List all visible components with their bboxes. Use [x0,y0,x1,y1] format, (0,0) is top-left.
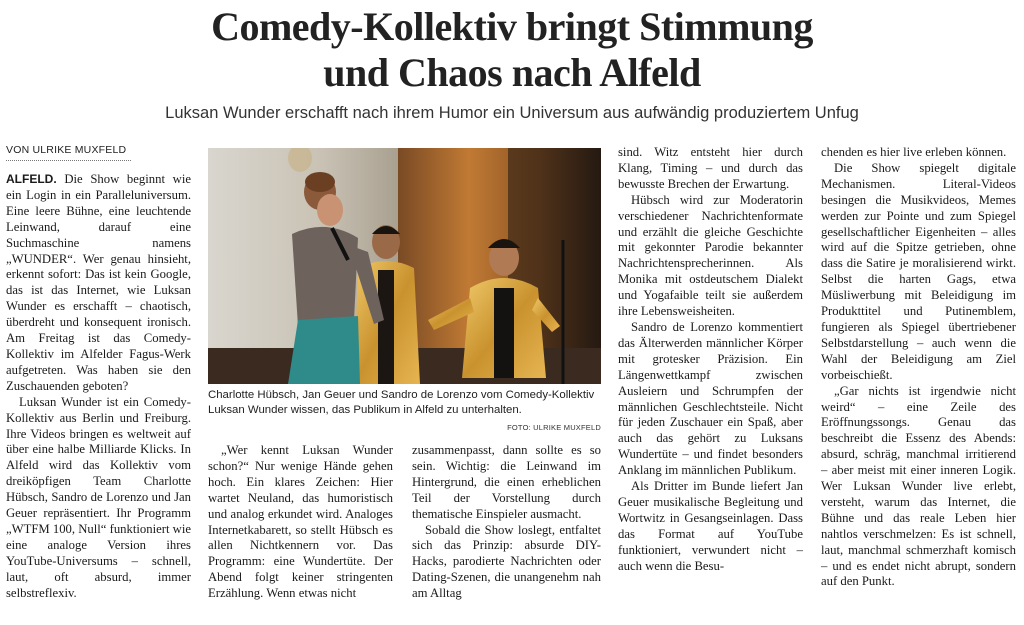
paragraph: Sandro de Lorenzo kommentiert das Älterwerden männlicher Körper mit grotesker Präzision. Ein Längenwettkampf zwischen Ausleiern und Schrumpfen der männlichen Geschlechtsteile. Nicht für jeden Zuschauer ein Spaß, aber auch das gehört zu Luksans Wundertüte – und findet besonders Anklang im männlichen Publikum. [618,319,803,478]
dateline: ALFELD. [6,172,57,186]
headline-line-2: und Chaos nach Alfeld [323,50,701,95]
byline: VON ULRIKE MUXFELD [6,144,131,161]
paragraph: „Wer kennt Luksan Wunder schon?“ Nur wenige Hände gehen hoch. Ein klares Zeichen: Hier wartet Neuland, das humoristisch und analog erkundet wird. Analoges Internetkabarett, so stellt Hübsch es allen Nichtkennern vor. Das Programm: eine Wundertüte. Der Abend folgt keiner stringenten Erzählung. Wenn etwas nicht [208,443,393,601]
paragraph: Hübsch wird zur Moderatorin verschiedener Nachrichtenformate und erzählt die gleiche Geschichte mit gekonnter Parodie bekannter Nachrichtensprecherinnen. Als Monika mit ostdeutschem Dialekt und Yogafaible teilt sie außerdem ihre Lebensweisheiten. [618,192,803,319]
article-column-1 [6,172,191,601]
paragraph [6,172,191,395]
stage-performance-photo-icon [208,148,601,384]
photo-credit: FOTO: ULRIKE MUXFELD [507,423,601,432]
headline-line-1: Comedy-Kollektiv bringt Stimmung [211,4,813,49]
subheadline: Luksan Wunder erschafft nach ihrem Humor ein Universum aus aufwändig produziertem Unfug [165,104,859,122]
paragraph: Luksan Wunder ist ein Comedy-Kollektiv aus Berlin und Freiburg. Ihre Videos bringen es weltweit auf über eine halbe Milliarde Klicks. In Alfeld wird das Kollektiv vom dreiköpfigen Team Charlotte Hübsch, Sandro de Lorenzo und Jan Geuer repräsentiert. Ihr Programm „WTFM 100, Null“ funktioniert wie eine analoge Version ihres YouTube-Universums – schnell, laut, oft absurd, immer selbstreflexiv. [6,394,191,600]
paragraph-text: Die Show beginnt wie ein Login in ein Paralleluniversum. Eine leere Bühne, eine leuchtende Leinwand, darauf eine Suchmaschine namens „WUNDER“. Wer genau hinsieht, erkennt sofort: Das ist kein Google, das ist das Internet, wie Luksan Wunder es erschafft – chaotisch, überdreht und konsequent ironisch. Am Freitag ist das Comedy-Kollektiv im Alfelder Fagus-Werk aufgetreten. Was haben sie den Zuschauenden geboten? [6,172,191,393]
paragraph: zusammenpasst, dann sollte es so sein. Wichtig: die Leinwand im Hintergrund, die einen erheblichen Teil der Vorstellung durch thematische Einspieler ausmacht. [412,443,601,521]
paragraph: Als Dritter im Bunde liefert Jan Geuer musikalische Begleitung und Wortwitz in Gesangseinlagen. Dass das Format auf YouTube funktioniert, verwundert nicht – auch wenn die Besu- [618,479,803,573]
paragraph: Die Show spiegelt digitale Mechanismen. Literal-Videos besingen die Musikvideos, Memes werden zur Pointe und zum Spiegel gesellschaftlicher Eigenheiten – alles wird auf die Spitze getrieben, ohne dass die Satire je moralisierend wirkt. Selbst die harten Gags, etwa Müsliwerbung mit Beleidigung im Produkttitel und Putinemblem, fungieren als Spiegel übertriebener Selbstdarstellung – auch wenn die Wahl der Beleidigung am Ziel vorbeischießt. [821,160,1016,382]
paragraph: „Gar nichts ist irgendwie nicht weird“ – eine Zeile des Eröffnungssongs. Genau das beschreibt die Essenz des Abends: absurd, schräg, manchmal irritierend – aber meist mit einer inneren Logik. Wer Luksan Wunder live erlebt, versteht, warum das Internet, die Bühne und das reale Leben hier nahtlos verschmelzen: Es ist schnell, laut, manchmal schmerzhaft komisch – und es endet nicht abrupt, sondern auf den Punkt. [821,383,1016,589]
article-column-4 [618,145,803,574]
headline [0,4,1024,96]
article-photo [208,148,601,384]
paragraph: Sobald die Show loslegt, entfaltet sich das Prinzip: absurde DIY-Hacks, parodierte Nachrichten oder Dating-Szenen, die unangenehm nah am Alltag [412,522,601,601]
article-column-5 [821,145,1016,590]
article-column-3 [412,443,601,602]
article-column-2 [208,443,393,602]
paragraph: sind. Witz entsteht hier durch Klang, Timing – und durch das bewusste Brechen der Erwartung. [618,145,803,191]
paragraph: chenden es hier live erleben können. [821,145,1007,159]
photo-caption: Charlotte Hübsch, Jan Geuer und Sandro de Lorenzo vom Comedy-Kollektiv Luksan Wunder wissen, das Publikum in Alfeld zu unterhalten. [208,389,595,416]
